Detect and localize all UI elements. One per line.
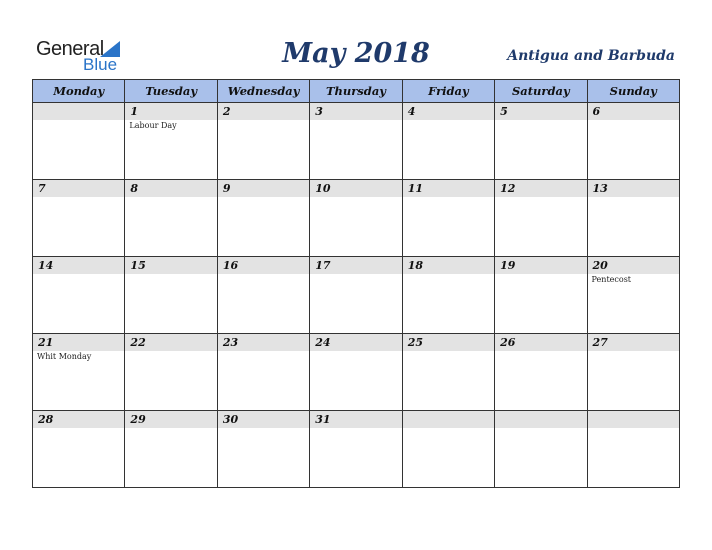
weekday-header: Friday — [402, 80, 494, 103]
day-cell — [33, 180, 125, 257]
day-number-bar — [403, 411, 494, 428]
week-row — [33, 103, 680, 180]
empty-day-cell — [587, 411, 679, 488]
day-number: 26 — [500, 336, 516, 349]
day-cell — [310, 180, 402, 257]
day-number: 20 — [592, 259, 608, 272]
day-number-bar — [218, 334, 309, 351]
day-cell — [310, 334, 402, 411]
empty-day-cell — [33, 103, 125, 180]
day-cell — [33, 334, 125, 411]
day-number-bar — [33, 411, 124, 428]
day-number-bar — [218, 257, 309, 274]
day-number-bar — [495, 103, 586, 120]
day-number: 17 — [315, 259, 331, 272]
day-number-bar — [125, 180, 216, 197]
day-number-bar — [588, 257, 679, 274]
day-number: 13 — [592, 182, 608, 195]
day-number-bar — [588, 411, 679, 428]
day-cell — [217, 180, 309, 257]
day-number: 30 — [222, 413, 239, 426]
day-number-bar — [33, 257, 124, 274]
day-number: 1 — [130, 105, 139, 118]
calendar-title: May 2018 — [282, 38, 430, 69]
day-cell — [495, 334, 587, 411]
day-number: 9 — [222, 182, 231, 195]
weekday-header: Thursday — [310, 80, 402, 103]
day-number: 24 — [315, 336, 331, 349]
week-row — [33, 257, 680, 334]
empty-day-cell — [402, 411, 494, 488]
day-cell — [495, 257, 587, 334]
day-number-bar — [310, 257, 401, 274]
day-number-bar — [218, 180, 309, 197]
country-name: Antigua and Barbuda — [507, 48, 675, 64]
day-number: 11 — [407, 182, 423, 195]
day-number-bar — [125, 334, 216, 351]
day-number: 28 — [38, 413, 54, 426]
day-number-bar — [33, 103, 124, 120]
day-number-bar — [310, 180, 401, 197]
day-cell — [310, 411, 402, 488]
day-cell — [402, 334, 494, 411]
day-number-bar — [310, 411, 401, 428]
day-cell — [217, 334, 309, 411]
day-number-bar — [33, 334, 124, 351]
day-number: 21 — [38, 336, 54, 349]
day-number-bar — [125, 103, 216, 120]
day-cell — [310, 257, 402, 334]
day-number-bar — [218, 103, 309, 120]
day-cell — [310, 103, 402, 180]
day-cell — [217, 411, 309, 488]
week-row — [33, 411, 680, 488]
day-number: 29 — [130, 413, 146, 426]
day-number: 8 — [130, 182, 139, 195]
week-row — [33, 180, 680, 257]
day-number: 31 — [315, 413, 331, 426]
day-number: 6 — [592, 105, 601, 118]
day-number-bar — [403, 257, 494, 274]
day-number-bar — [495, 411, 586, 428]
day-cell — [587, 257, 679, 334]
day-number: 7 — [38, 182, 46, 195]
month-calendar — [32, 79, 680, 488]
day-number-bar — [495, 257, 586, 274]
day-cell — [217, 103, 309, 180]
day-number: 16 — [222, 259, 239, 272]
day-number-bar — [495, 180, 586, 197]
day-cell — [125, 334, 217, 411]
day-cell — [587, 180, 679, 257]
day-cell — [125, 103, 217, 180]
day-cell — [217, 257, 309, 334]
day-number-bar — [588, 180, 679, 197]
day-number-bar — [403, 103, 494, 120]
day-number-bar — [588, 334, 679, 351]
day-cell — [587, 334, 679, 411]
day-number: 2 — [222, 105, 231, 118]
day-number: 10 — [315, 182, 331, 195]
weekday-header: Tuesday — [125, 80, 217, 103]
logo-text-blue: Blue — [83, 55, 118, 74]
day-number: 23 — [222, 336, 239, 349]
day-number: 19 — [500, 259, 516, 272]
day-number-bar — [588, 103, 679, 120]
day-number: 4 — [407, 105, 416, 118]
day-number-bar — [33, 180, 124, 197]
day-cell — [125, 411, 217, 488]
holiday-label: Whit Monday — [37, 352, 92, 361]
day-cell — [33, 411, 125, 488]
day-number: 15 — [130, 259, 146, 272]
day-cell — [495, 180, 587, 257]
day-number-bar — [125, 411, 216, 428]
day-number-bar — [218, 411, 309, 428]
weekday-header: Sunday — [587, 80, 679, 103]
weekday-header: Wednesday — [217, 80, 309, 103]
day-number-bar — [403, 334, 494, 351]
day-number: 14 — [38, 259, 54, 272]
day-number-bar — [403, 180, 494, 197]
day-number: 3 — [315, 105, 323, 118]
holiday-label: Labour Day — [129, 121, 177, 130]
day-number-bar — [125, 257, 216, 274]
weekday-header: Saturday — [495, 80, 587, 103]
week-row — [33, 334, 680, 411]
day-cell — [402, 103, 494, 180]
day-number-bar — [310, 334, 401, 351]
day-number-bar — [495, 334, 586, 351]
day-cell — [33, 257, 125, 334]
day-cell — [402, 180, 494, 257]
day-cell — [125, 257, 217, 334]
day-number: 27 — [592, 336, 608, 349]
day-cell — [587, 103, 679, 180]
generalblue-logo — [36, 38, 136, 74]
day-cell — [125, 180, 217, 257]
day-number-bar — [310, 103, 401, 120]
day-number: 25 — [407, 336, 423, 349]
weekday-header: Monday — [33, 80, 125, 103]
holiday-label: Pentecost — [591, 275, 632, 284]
day-number: 12 — [500, 182, 516, 195]
empty-day-cell — [495, 411, 587, 488]
day-cell — [495, 103, 587, 180]
day-number: 22 — [130, 336, 146, 349]
weekday-header-row — [33, 80, 680, 103]
day-cell — [402, 257, 494, 334]
day-number: 5 — [500, 105, 508, 118]
day-number: 18 — [407, 259, 423, 272]
logo-text-general: General — [36, 38, 104, 60]
